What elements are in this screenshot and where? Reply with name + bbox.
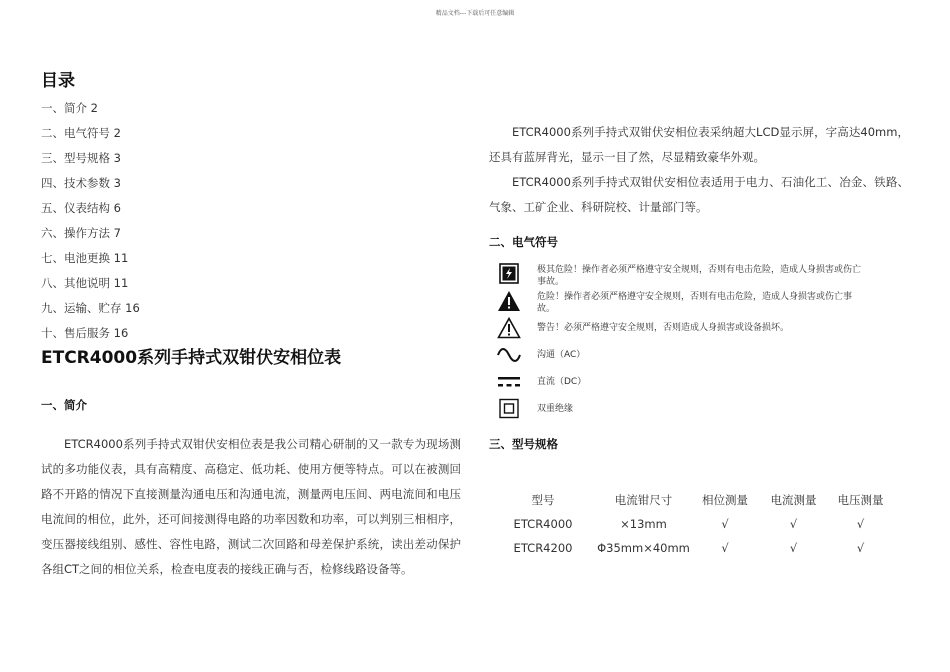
- toc-item[interactable]: 八、其他说明 11: [41, 276, 129, 290]
- toc-item[interactable]: 三、型号规格 3: [41, 151, 121, 165]
- table-header: 型号: [531, 493, 555, 507]
- toc-title: 目录: [41, 71, 75, 91]
- toc-item[interactable]: 五、仪表结构 6: [41, 201, 121, 215]
- table-cell: √: [789, 517, 798, 531]
- caution-icon: [497, 317, 521, 339]
- ac-icon: [497, 344, 521, 366]
- document-title: ETCR4000系列手持式双钳伏安相位表: [41, 348, 342, 368]
- table-header: 电流钳尺寸: [614, 493, 673, 507]
- intro-heading: 一、简介: [41, 398, 87, 412]
- symbol-row: [489, 369, 909, 396]
- symbol-row: [489, 396, 909, 423]
- table-cell: Φ35mm×40mm: [597, 541, 690, 555]
- symbols-list: [489, 261, 909, 423]
- table-cell: √: [789, 541, 798, 555]
- table-header: 电流测量: [770, 493, 817, 507]
- table-header: 电压测量: [837, 493, 884, 507]
- table-cell: ETCR4200: [513, 541, 573, 555]
- symbol-row: [489, 288, 909, 315]
- toc-item[interactable]: 二、电气符号 2: [41, 126, 121, 140]
- table-of-contents: [41, 96, 461, 346]
- toc-item[interactable]: 七、电池更换 11: [41, 251, 129, 265]
- toc-item[interactable]: 一、简介 2: [41, 101, 98, 115]
- symbol-row: [489, 315, 909, 342]
- models-heading: 三、型号规格: [489, 437, 558, 451]
- table-header: 相位测量: [702, 493, 748, 507]
- intro-paragraph-display: ETCR4000系列手持式双钳伏安相位表采纳超大LCD显示屏，字高达40mm，还具有蓝屏背光，显示一目了然，尽显精致豪华外观。: [489, 125, 909, 164]
- dc-icon: [497, 371, 521, 393]
- table-cell: √: [721, 541, 729, 555]
- page-watermark: 精品文档---下载后可任意编辑: [435, 10, 515, 17]
- symbol-description: 沟通（AC）: [537, 350, 586, 360]
- symbol-description: 警告！必须严格遵守安全规则，否则造成人身损害或设备损坏。: [537, 323, 790, 333]
- intro-paragraph-applications: ETCR4000系列手持式双钳伏安相位表适用于电力、石油化工、冶金、铁路、气象、工矿企业、科研院校、计量部门等。: [489, 175, 909, 214]
- double-insulation-icon: [497, 398, 521, 420]
- symbols-heading: 二、电气符号: [489, 235, 558, 249]
- table-cell: √: [721, 517, 729, 531]
- table-cell: √: [856, 541, 865, 555]
- toc-item[interactable]: 六、操作方法 7: [41, 226, 121, 240]
- symbol-description: 双重绝缘: [537, 404, 574, 414]
- toc-item[interactable]: 四、技术参数 3: [41, 176, 121, 190]
- symbol-description: 危险！操作者必须严格遵守安全规则，否则有电击危险，造成人身损害或伤亡事故。: [537, 292, 853, 314]
- table-row: [489, 512, 894, 536]
- toc-item[interactable]: 十、售后服务 16: [41, 326, 129, 340]
- right-column: [489, 120, 909, 560]
- table-header-row: [489, 488, 894, 512]
- intro-paragraph: ETCR4000系列手持式双钳伏安相位表是我公司精心研制的又一款专为现场测试的多功能仪表，具有高精度、高稳定、低功耗、使用方便等特点。可以在被测回路不开路的情况下直接测量沟通电压和沟通电流，测量两电压间、两电流间和电压电流间的相位，此外，还可间接测得电路的功率因数和功率，可以判别三相相序，变压器接线组别、感性、容性电路，测试二次回路和母差保护系统，读出差动保护各组CT之间的相位关系，检查电度表的接线正确与否，检修线路设备等。: [41, 437, 461, 576]
- table-cell: ×13mm: [620, 517, 667, 531]
- left-column: [41, 70, 461, 582]
- model-spec-table: [489, 488, 894, 560]
- symbol-row: [489, 261, 909, 288]
- toc-item[interactable]: 九、运输、贮存 16: [41, 301, 140, 315]
- table-cell: ETCR4000: [513, 517, 573, 531]
- symbol-row: [489, 342, 909, 369]
- high-voltage-danger-icon: [497, 263, 521, 285]
- symbol-description: 直流（DC）: [537, 377, 587, 387]
- table-row: [489, 536, 894, 560]
- symbol-description: 极其危险！操作者必须严格遵守安全规则，否则有电击危险，造成人身损害或伤亡事故。: [537, 265, 862, 287]
- table-cell: √: [856, 517, 865, 531]
- danger-warning-icon: [497, 290, 521, 312]
